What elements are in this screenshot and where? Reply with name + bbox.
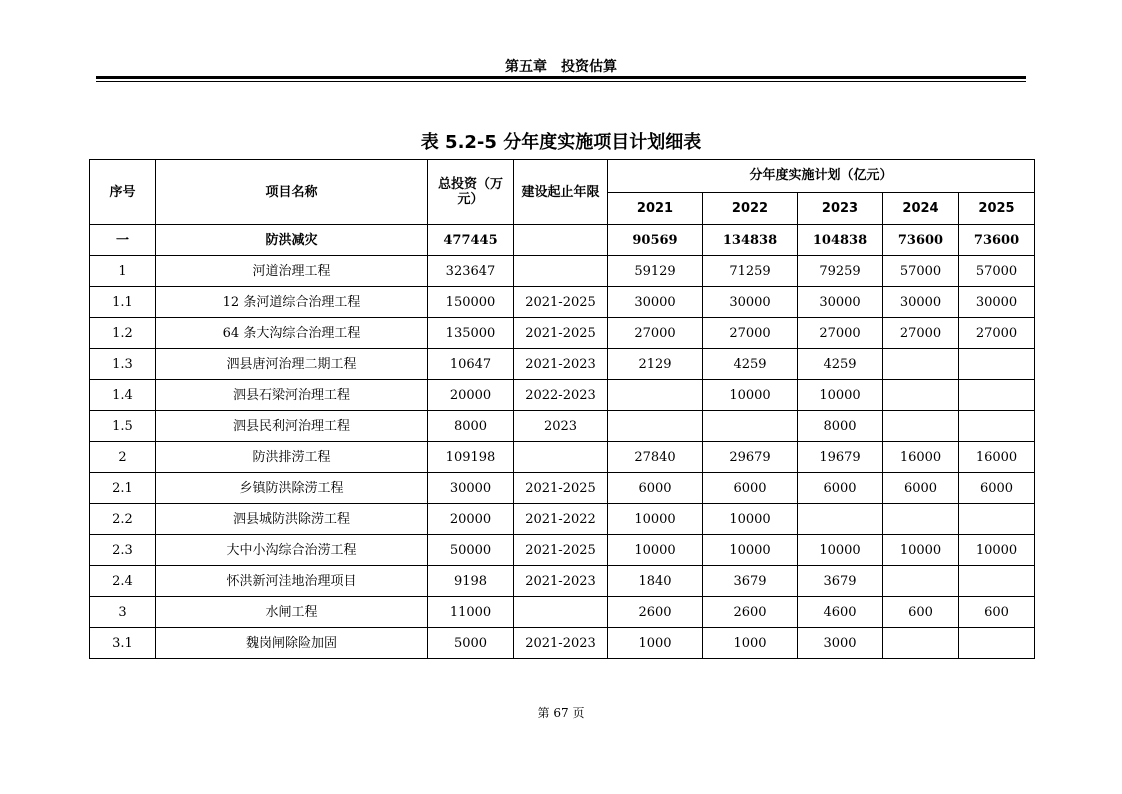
cell-2021: [608, 411, 703, 442]
cell-2024: 6000: [883, 473, 959, 504]
cell-2022: 10000: [703, 535, 798, 566]
cell-2025: 57000: [959, 256, 1035, 287]
cell-period: 2023: [514, 411, 608, 442]
cell-name: 怀洪新河洼地治理项目: [156, 566, 428, 597]
cell-2025: 600: [959, 597, 1035, 628]
cell-2023: 27000: [798, 318, 883, 349]
table-row: [90, 318, 1035, 349]
cell-2023: 6000: [798, 473, 883, 504]
cell-2024: [883, 566, 959, 597]
cell-2021: 1000: [608, 628, 703, 659]
cell-2025: [959, 504, 1035, 535]
cell-seq: 3.1: [90, 628, 156, 659]
header-year: 2024: [883, 192, 959, 225]
header-period: 建设起止年限: [514, 160, 608, 225]
cell-2024: 73600: [883, 225, 959, 256]
cell-2022: 1000: [703, 628, 798, 659]
cell-total: 11000: [428, 597, 514, 628]
cell-2024: 10000: [883, 535, 959, 566]
cell-2022: 6000: [703, 473, 798, 504]
table-row: [90, 380, 1035, 411]
cell-seq: 1.4: [90, 380, 156, 411]
cell-name: 防洪减灾: [156, 225, 428, 256]
cell-seq: 2.1: [90, 473, 156, 504]
cell-period: 2021-2025: [514, 318, 608, 349]
cell-2021: 2129: [608, 349, 703, 380]
cell-period: 2021-2025: [514, 473, 608, 504]
cell-name: 河道治理工程: [156, 256, 428, 287]
header-seq: 序号: [90, 160, 156, 225]
cell-seq: 1.5: [90, 411, 156, 442]
cell-2022: 2600: [703, 597, 798, 628]
cell-2021: [608, 380, 703, 411]
cell-total: 20000: [428, 380, 514, 411]
cell-period: [514, 442, 608, 473]
cell-period: 2021-2023: [514, 628, 608, 659]
cell-seq: 1: [90, 256, 156, 287]
cell-2022: 71259: [703, 256, 798, 287]
cell-name: 12 条河道综合治理工程: [156, 287, 428, 318]
cell-2022: [703, 411, 798, 442]
cell-total: 135000: [428, 318, 514, 349]
investment-plan-table: [89, 159, 1035, 659]
cell-seq: 2.2: [90, 504, 156, 535]
cell-total: 30000: [428, 473, 514, 504]
cell-total: 8000: [428, 411, 514, 442]
cell-period: 2021-2023: [514, 566, 608, 597]
cell-seq: 1.2: [90, 318, 156, 349]
cell-2025: [959, 628, 1035, 659]
cell-2023: 3000: [798, 628, 883, 659]
cell-seq: 3: [90, 597, 156, 628]
cell-2023: 4259: [798, 349, 883, 380]
cell-2023: 104838: [798, 225, 883, 256]
cell-name: 泗县石梁河治理工程: [156, 380, 428, 411]
cell-2021: 10000: [608, 504, 703, 535]
cell-name: 水闸工程: [156, 597, 428, 628]
cell-2023: 3679: [798, 566, 883, 597]
cell-seq: 2.3: [90, 535, 156, 566]
cell-seq: 1.3: [90, 349, 156, 380]
cell-2025: 30000: [959, 287, 1035, 318]
cell-total: 109198: [428, 442, 514, 473]
header-name: 项目名称: [156, 160, 428, 225]
chapter-header: 第五章 投资估算: [505, 59, 617, 75]
cell-period: [514, 597, 608, 628]
cell-2024: 57000: [883, 256, 959, 287]
cell-name: 64 条大沟综合治理工程: [156, 318, 428, 349]
table-row: [90, 256, 1035, 287]
cell-2021: 27000: [608, 318, 703, 349]
cell-total: 5000: [428, 628, 514, 659]
cell-2024: [883, 380, 959, 411]
cell-2024: 30000: [883, 287, 959, 318]
cell-2021: 27840: [608, 442, 703, 473]
header-rule-thin: [96, 81, 1026, 82]
cell-2023: 30000: [798, 287, 883, 318]
cell-2023: 4600: [798, 597, 883, 628]
cell-2024: [883, 411, 959, 442]
cell-2024: 16000: [883, 442, 959, 473]
cell-name: 大中小沟综合治涝工程: [156, 535, 428, 566]
cell-seq: 2.4: [90, 566, 156, 597]
header-total: 总投资（万元）: [428, 160, 514, 225]
cell-2022: 4259: [703, 349, 798, 380]
cell-seq: 一: [90, 225, 156, 256]
cell-name: 防洪排涝工程: [156, 442, 428, 473]
cell-period: [514, 225, 608, 256]
cell-2021: 1840: [608, 566, 703, 597]
cell-2025: [959, 380, 1035, 411]
cell-period: 2022-2023: [514, 380, 608, 411]
cell-2021: 6000: [608, 473, 703, 504]
cell-total: 323647: [428, 256, 514, 287]
header-year: 2025: [959, 192, 1035, 225]
cell-2024: [883, 504, 959, 535]
cell-seq: 1.1: [90, 287, 156, 318]
table-row: [90, 566, 1035, 597]
cell-total: 20000: [428, 504, 514, 535]
header-year: 2023: [798, 192, 883, 225]
cell-name: 泗县城防洪除涝工程: [156, 504, 428, 535]
table-row: [90, 504, 1035, 535]
cell-2022: 10000: [703, 380, 798, 411]
table-row: [90, 473, 1035, 504]
cell-2023: 10000: [798, 535, 883, 566]
table-row: [90, 349, 1035, 380]
cell-2022: 134838: [703, 225, 798, 256]
cell-2025: [959, 566, 1035, 597]
cell-period: [514, 256, 608, 287]
table-title: 表 5.2-5 分年度实施项目计划细表: [420, 132, 702, 153]
cell-name: 泗县民利河治理工程: [156, 411, 428, 442]
table-row: [90, 628, 1035, 659]
cell-2025: 16000: [959, 442, 1035, 473]
header-plan-group: 分年度实施计划（亿元）: [608, 160, 1035, 193]
cell-period: 2021-2025: [514, 535, 608, 566]
header-year: 2021: [608, 192, 703, 225]
cell-2021: 59129: [608, 256, 703, 287]
table-row: [90, 535, 1035, 566]
page-number: 第 67 页: [537, 706, 585, 720]
table-row: [90, 287, 1035, 318]
cell-2025: 10000: [959, 535, 1035, 566]
cell-2021: 2600: [608, 597, 703, 628]
header-rule-thick: [96, 76, 1026, 79]
cell-2024: 600: [883, 597, 959, 628]
cell-total: 9198: [428, 566, 514, 597]
cell-name: 魏岗闸除险加固: [156, 628, 428, 659]
cell-2023: [798, 504, 883, 535]
cell-period: 2021-2022: [514, 504, 608, 535]
table-row: [90, 225, 1035, 256]
cell-2023: 79259: [798, 256, 883, 287]
cell-total: 50000: [428, 535, 514, 566]
cell-2022: 27000: [703, 318, 798, 349]
cell-period: 2021-2023: [514, 349, 608, 380]
cell-2024: [883, 349, 959, 380]
cell-2025: [959, 411, 1035, 442]
cell-total: 150000: [428, 287, 514, 318]
header-year: 2022: [703, 192, 798, 225]
cell-2025: 6000: [959, 473, 1035, 504]
cell-2025: 27000: [959, 318, 1035, 349]
cell-2022: 10000: [703, 504, 798, 535]
cell-2021: 10000: [608, 535, 703, 566]
cell-2025: [959, 349, 1035, 380]
cell-2024: [883, 628, 959, 659]
cell-seq: 2: [90, 442, 156, 473]
cell-total: 10647: [428, 349, 514, 380]
cell-2024: 27000: [883, 318, 959, 349]
cell-2021: 90569: [608, 225, 703, 256]
cell-name: 泗县唐河治理二期工程: [156, 349, 428, 380]
cell-2023: 10000: [798, 380, 883, 411]
cell-name: 乡镇防洪除涝工程: [156, 473, 428, 504]
cell-2023: 19679: [798, 442, 883, 473]
table-row: [90, 597, 1035, 628]
table-row: [90, 411, 1035, 442]
cell-2025: 73600: [959, 225, 1035, 256]
cell-2022: 30000: [703, 287, 798, 318]
cell-2021: 30000: [608, 287, 703, 318]
cell-2022: 29679: [703, 442, 798, 473]
table-row: [90, 442, 1035, 473]
cell-2022: 3679: [703, 566, 798, 597]
cell-period: 2021-2025: [514, 287, 608, 318]
cell-total: 477445: [428, 225, 514, 256]
cell-2023: 8000: [798, 411, 883, 442]
